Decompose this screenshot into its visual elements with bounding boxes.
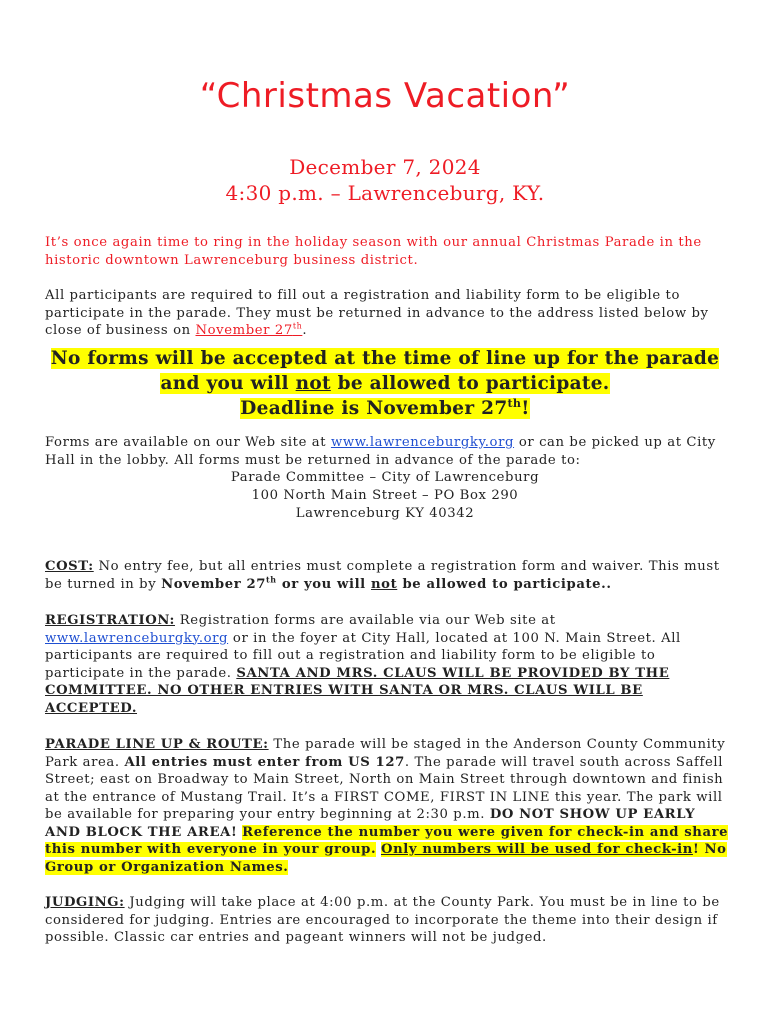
warning-line-2: and you will not be allowed to participate.	[160, 373, 610, 394]
do-not-block-notice: DO NOT SHOW UP EARLY AND BLOCK THE AREA!	[45, 807, 696, 840]
route-section: PARADE LINE UP & ROUTE: The parade will be staged in the Anderson County Community Park area. All entries must enter from US 127. The parade will travel south across Saffell Street; east on Broadway to Main Street, North on Main Street through downtown and finish at the entrance of Mustang Trail. It’s a FIRST COME, FIRST IN LINE this year. The park will be available for preparing your entry beginning at 2:30 p.m. DO NOT SHOW UP EARLY AND BLOCK THE AREA! Reference the number you were given for check-in and share this number with everyone in your group. Only numbers will be used for check-in! No Group or Organization Names.	[45, 737, 729, 875]
deadline-date: November 27th	[195, 321, 303, 338]
judging-section: JUDGING: Judging will take place at 4:00 p.m. at the County Park. You must be in line to be considered for judging. Entries are encouraged to incorporate the theme into their design if possible. Classic car entries and pageant winners will not be judged.	[45, 895, 720, 945]
numbers-only-notice: Only numbers will be used for check-in	[380, 842, 693, 857]
route-heading: PARADE LINE UP & ROUTE:	[45, 737, 269, 752]
warning-block	[0, 346, 770, 421]
santa-notice: SANTA AND MRS. CLAUS WILL BE PROVIDED BY THE COMMITTEE. NO OTHER ENTRIES WITH SANTA OR MRS. CLAUS WILL BE ACCEPTED.	[45, 665, 670, 716]
warning-deadline: Deadline is November 27th!	[240, 396, 530, 419]
requirements-paragraph: All participants are required to fill out a registration and liability form to be eligible to participate in the parade. They must be returned in advance to the address listed below by close of business on November 27th.	[45, 288, 709, 338]
checkin-number-notice: Reference the number you were given for check-in and share this number with everyone in your group.	[45, 824, 729, 857]
cost-section: COST: No entry fee, but all entries must complete a registration form and waiver. This must be turned in by November 27th or you will not be allowed to participate..	[45, 559, 720, 592]
registration-heading: REGISTRATION:	[45, 613, 175, 628]
requirements-text: All participants are required to fill out a registration and liability form to be eligible to participate in the parade. They must be returned in advance to the address listed below by close of business on	[45, 288, 709, 338]
website-link[interactable]: www.lawrenceburgky.org	[330, 435, 515, 450]
forms-paragraph: Forms are available on our Web site at www.lawrenceburgky.org or can be picked up at City Hall in the lobby. All forms must be returned in advance of the parade to:	[45, 435, 716, 468]
warning-line-1: No forms will be accepted at the time of line up for the parade	[50, 348, 720, 369]
intro-paragraph: It’s once again time to ring in the holiday season with our annual Christmas Parade in the historic downtown Lawrenceburg business district.	[45, 235, 702, 268]
event-date: December 7, 2024	[289, 155, 481, 179]
address-line-1: Parade Committee – City of Lawrenceburg	[230, 470, 540, 485]
event-time-location: 4:30 p.m. – Lawrenceburg, KY.	[225, 181, 545, 205]
page-title: “Christmas Vacation”	[199, 76, 571, 116]
judging-heading: JUDGING:	[45, 895, 125, 910]
registration-website-link[interactable]: www.lawrenceburgky.org	[45, 630, 229, 646]
address-line-3: Lawrenceburg KY 40342	[295, 506, 475, 521]
address-line-2: 100 North Main Street – PO Box 290	[251, 488, 519, 503]
cost-heading: COST:	[45, 559, 94, 574]
registration-section: REGISTRATION: Registration forms are available via our Web site at www.lawrenceburgky.org or in the foyer at City Hall, located at 100 N. Main Street. All participants are required to fill out a registration and liability form to be eligible to participate in the parade. SANTA AND MRS. CLAUS WILL BE PROVIDED BY THE COMMITTEE. NO OTHER ENTRIES WITH SANTA OR MRS. CLAUS WILL BE ACCEPTED.	[45, 613, 681, 716]
